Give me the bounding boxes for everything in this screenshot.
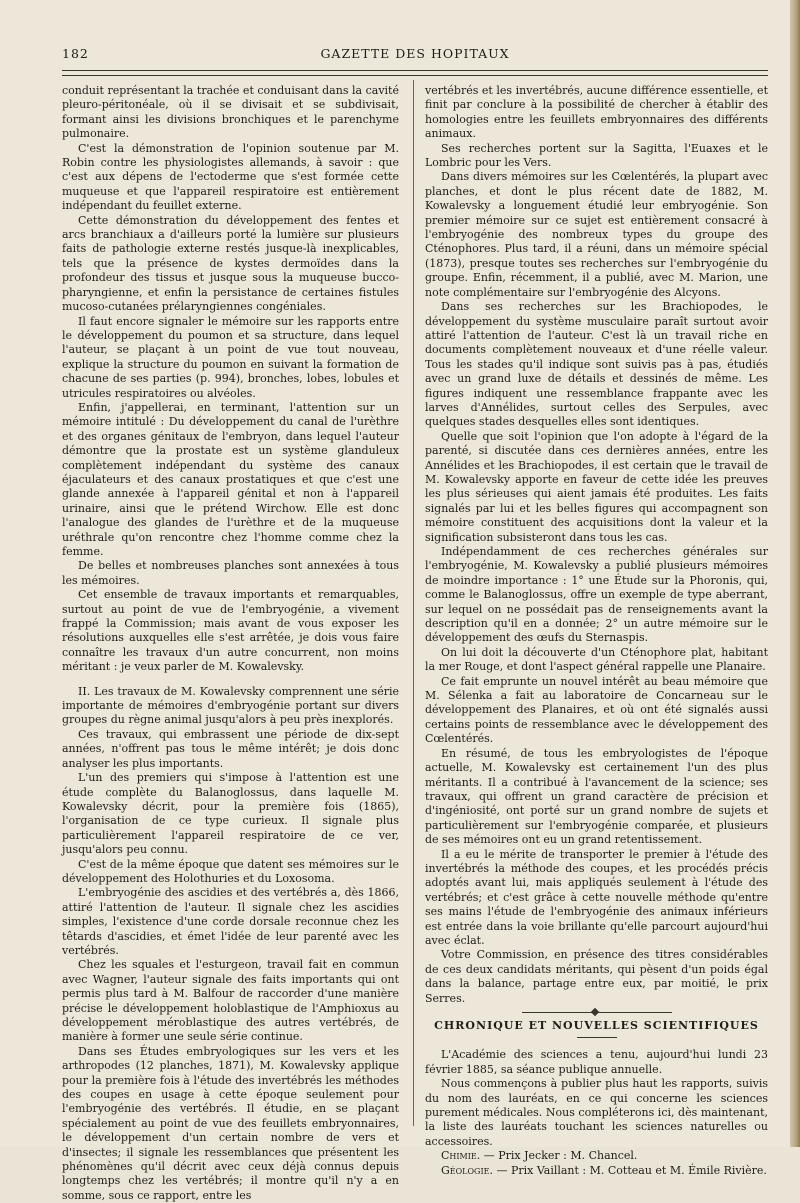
paragraph: Indépendamment de ces recherches générales sur l'embryogénie, M. Kowalevsky a publié plusieurs mémoires de moindre importance : 1° une Étude sur la Phoronis, qui, comme le Balanoglossus, offre un exemple de type aberrant, sur lequel on ne possédait pas de renseignements avant la description qu'il en a donnée; 2° un autre mémoire sur le développement des œufs du Sternaspis. <box>425 545 768 645</box>
prize-text: — Prix Jecker : M. Chancel. <box>480 1149 638 1163</box>
paragraph: En résumé, de tous les embryologistes de l'époque actuelle, M. Kowalevsky est certainement l'un des plus méritants. Il a contribué à l'avancement de la science; ses travaux, qui offrent un grand caractère de précision et d'ingéniosité, ont porté sur un grand nombre de sujets et particulièrement sur l'embryogénie comparée, et plusieurs de ses mémoires ont eu un grand retentissement. <box>425 746 768 847</box>
paragraph: vertébrés et les invertébrés, aucune différence essentielle, et finit par conclure à la possibilité de chercher à établir des homologies entre les feuillets embryonnaires des différents animaux. <box>425 84 768 141</box>
page-edge <box>790 0 800 1147</box>
left-column <box>62 84 399 1203</box>
paragraph: Ses recherches portent sur la Sagitta, l'Euaxes et le Lombric pour les Vers. <box>425 141 768 170</box>
paragraph: Chez les squales et l'esturgeon, travail fait en commun avec Wagner, l'auteur signale des faits importants qui ont permis plus tard à M. Balfour de raccorder d'une manière précise le développement holoblastique de l'Amphioxus au développement méroblastique des autres vertébrés, de manière à former une seule série continue. <box>62 958 399 1044</box>
prize-field: Chimie. <box>441 1149 481 1163</box>
separator-ornament <box>590 1008 598 1016</box>
paragraph: Ces travaux, qui embrassent une période de dix-sept années, n'offrent pas tous le même intérêt; je dois donc analyser les plus importants. <box>62 727 399 770</box>
paragraph: Il a eu le mérite de transporter le premier à l'étude des invertébrés la méthode des coupes, et les procédés précis adoptés avant lui, mais appliqués seulement à l'étude des vertébrés; et c'est grâce à cette nouvelle méthode qu'entre ses mains l'étude de l'embryogénie des animaux inférieurs est entrée dans la voie brillante qu'elle parcourt aujourd'hui avec éclat. <box>425 847 768 947</box>
paragraph: Dans ses Études embryologiques sur les vers et les arthropodes (12 planches, 1871), M. Kowalevsky applique pour la première fois à l'étude des invertébrés les méthodes des coupes en usage à cette époque seulement pour l'embryogénie des vertébrés. Il étudie, en se plaçant spécialement au point de vue des feuillets embryonnaires, le développement d'un certain nombre de vers et d'insectes; il signale les ressemblances que présentent les phénomènes qu'il décrit avec ceux déjà connus depuis longtemps chez les vertébrés; il montre qu'il n'y a en somme, sous ce rapport, entre les <box>62 1044 399 1202</box>
section-title: CHRONIQUE ET NOUVELLES SCIENTIFIQUES <box>434 1019 759 1032</box>
prize-text: — Prix Vaillant : M. Cotteau et M. Émile Rivière. <box>492 1163 767 1177</box>
section-separator <box>522 1012 672 1013</box>
right-column <box>425 84 768 1178</box>
paragraph: Enfin, j'appellerai, en terminant, l'attention sur un mémoire intitulé : Du développement du canal de l'urèthre et des organes génitaux de l'embryon, dans lequel l'auteur démontre que la prostate est un système glanduleux complètement indépendant du système des canaux éjaculateurs et des canaux prostatiques et que c'est une glande annexée à l'appareil génital et non à l'appareil urinaire, ainsi que le prétend Wirchow. Elle est donc l'analogue des glandes de l'urèthre et de la muqueuse uréthrale qu'on rencontre chez l'homme comme chez la femme. <box>62 400 399 558</box>
paragraph: Ce fait emprunte un nouvel intérêt au beau mémoire que M. Sélenka a fait au laboratoire de Concarneau sur le développement des Planaires, et où ont été signalés aussi certains points de ressemblance avec le développement des Cœlentérés. <box>425 674 768 746</box>
section-gap <box>62 675 399 685</box>
paragraph: C'est la démonstration de l'opinion soutenue par M. Robin contre les physiologistes allemands, à savoir : que c'est aux dépens de l'ectoderme que s'est formée cette muqueuse et que l'appareil respiratoire est entièrement indépendant du feuillet externe. <box>62 141 399 213</box>
paragraph: Il faut encore signaler le mémoire sur les rapports entre le développement du poumon et sa structure, dans lequel l'auteur, se plaçant à un point de vue tout nouveau, explique la structure du poumon en suivant la formation de chacune de ses parties (p. 994), bronches, lobes, lobules et utricules respiratoires ou alvéoles. <box>62 314 399 400</box>
paragraph: Votre Commission, en présence des titres considérables de ces deux candidats méritants, qui pèsent d'un poids égal dans la balance, partage entre eux, par moitié, le prix Serres. <box>425 948 768 1005</box>
paragraph: L'Académie des sciences a tenu, aujourd'hui lundi 23 février 1885, sa séance publique annuelle. <box>425 1048 768 1076</box>
paragraph: On lui doit la découverte d'un Cténophore plat, habitant la mer Rouge, et dont l'aspect général rappelle une Planaire. <box>425 645 768 674</box>
page-number: 182 <box>62 46 89 61</box>
paragraph: De belles et nombreuses planches sont annexées à tous les mémoires. <box>62 559 399 587</box>
paragraph: Nous commençons à publier plus haut les rapports, suivis du nom des lauréats, en ce qui concerne les sciences purement médicales. Nous compléterons ici, dès maintenant, la liste des lauréats touchant les sciences naturelles ou accessoires. <box>425 1077 768 1148</box>
prize-field: Géologie. <box>441 1163 493 1177</box>
prize-entry <box>425 1149 768 1163</box>
paragraph: Cette démonstration du développement des fentes et arcs branchiaux a d'ailleurs porté la lumière sur plusieurs faits de pathologie externe restés jusque-là inexplicables, tels que la présence de kystes dermoïdes dans la profondeur des tissus et jusque sous la muqueuse bucco-pharyngienne, et enfin la persistance de certaines fistules mucoso-cutanées prélaryngiennes congéniales. <box>62 213 399 314</box>
header-rule <box>62 70 768 76</box>
paragraph: L'un des premiers qui s'impose à l'attention est une étude complète du Balanoglossus, dans laquelle M. Kowalevsky décrit, pour la première fois (1865), l'organisation de ce type curieux. Il signale plus particulièrement l'appareil respiratoire de ce ver, jusqu'alors peu connu. <box>62 771 399 857</box>
paragraph: Cet ensemble de travaux importants et remarquables, surtout au point de vue de l'embryogénie, a vivement frappé la Commission; mais avant de vous exposer les résolutions auxquelles elle s'est arrêtée, je dois vous faire connaître les travaux d'un autre concurrent, non moins méritant : je veux parler de M. Kowalevsky. <box>62 588 399 674</box>
paragraph: Dans ses recherches sur les Brachiopodes, le développement du système musculaire paraît surtout avoir attiré l'attention de l'auteur. C'est là un travail riche en documents complètement nouveaux et d'une réelle valeur. Tous les stades qu'il indique sont suivis pas à pas, étudiés avec un grand luxe de détails et dessinés de même. Les figures indiquent une ressemblance frappante avec les larves d'Annélides, surtout celles des Serpules, avec quelques stades desquelles elles sont identiques. <box>425 300 768 429</box>
column-divider <box>413 80 414 1126</box>
paragraph: II. Les travaux de M. Kowalevsky comprennent une série importante de mémoires d'embryogénie portant sur divers groupes du règne animal jusqu'alors à peu près inexplorés. <box>62 684 399 727</box>
paragraph: Quelle que soit l'opinion que l'on adopte à l'égard de la parenté, si discutée dans ces dernières années, entre les Annélides et les Brachiopodes, il est certain que le travail de M. Kowalevsky apporte en faveur de cette idée les preuves les plus sérieuses qui aient jamais été produites. Les faits signalés par lui et les belles figures qui accompagnent son mémoire constituent des acquisitions dont la valeur et la signification subsisteront dans tous les cas. <box>425 429 768 544</box>
prize-entry <box>425 1164 768 1178</box>
journal-title: GAZETTE DES HOPITAUX <box>320 46 510 61</box>
paragraph: L'embryogénie des ascidies et des vertébrés a, dès 1866, attiré l'attention de l'auteur. Il signale chez les ascidies simples, l'existence d'une corde dorsale reconnue chez les têtards d'ascidies, et émet l'idée de leur parenté avec les vertébrés. <box>62 886 399 957</box>
paragraph: Dans divers mémoires sur les Cœlentérés, la plupart avec planches, et dont le plus récent date de 1882, M. Kowalevsky a longuement étudié leur embryogénie. Son premier mémoire sur ce sujet est entièrement consacré à l'embryogénie des nombreux types du groupe des Cténophores. Plus tard, il a réuni, dans un mémoire spécial (1873), presque toutes ses recherches sur l'embryogénie du groupe. Enfin, récemment, il a publié, avec M. Marion, une note complémentaire sur l'embryogénie des Alcyons. <box>425 170 768 299</box>
page-header <box>62 44 768 66</box>
paragraph: conduit représentant la trachée et conduisant dans la cavité pleuro-péritonéale, où il se divisait et se subdivisait, formant ainsi les divisions bronchiques et le parenchyme pulmonaire. <box>62 84 399 141</box>
paragraph: C'est de la même époque que datent ses mémoires sur le développement des Holothuries et du Loxosoma. <box>62 857 399 885</box>
title-rule <box>577 1037 617 1038</box>
